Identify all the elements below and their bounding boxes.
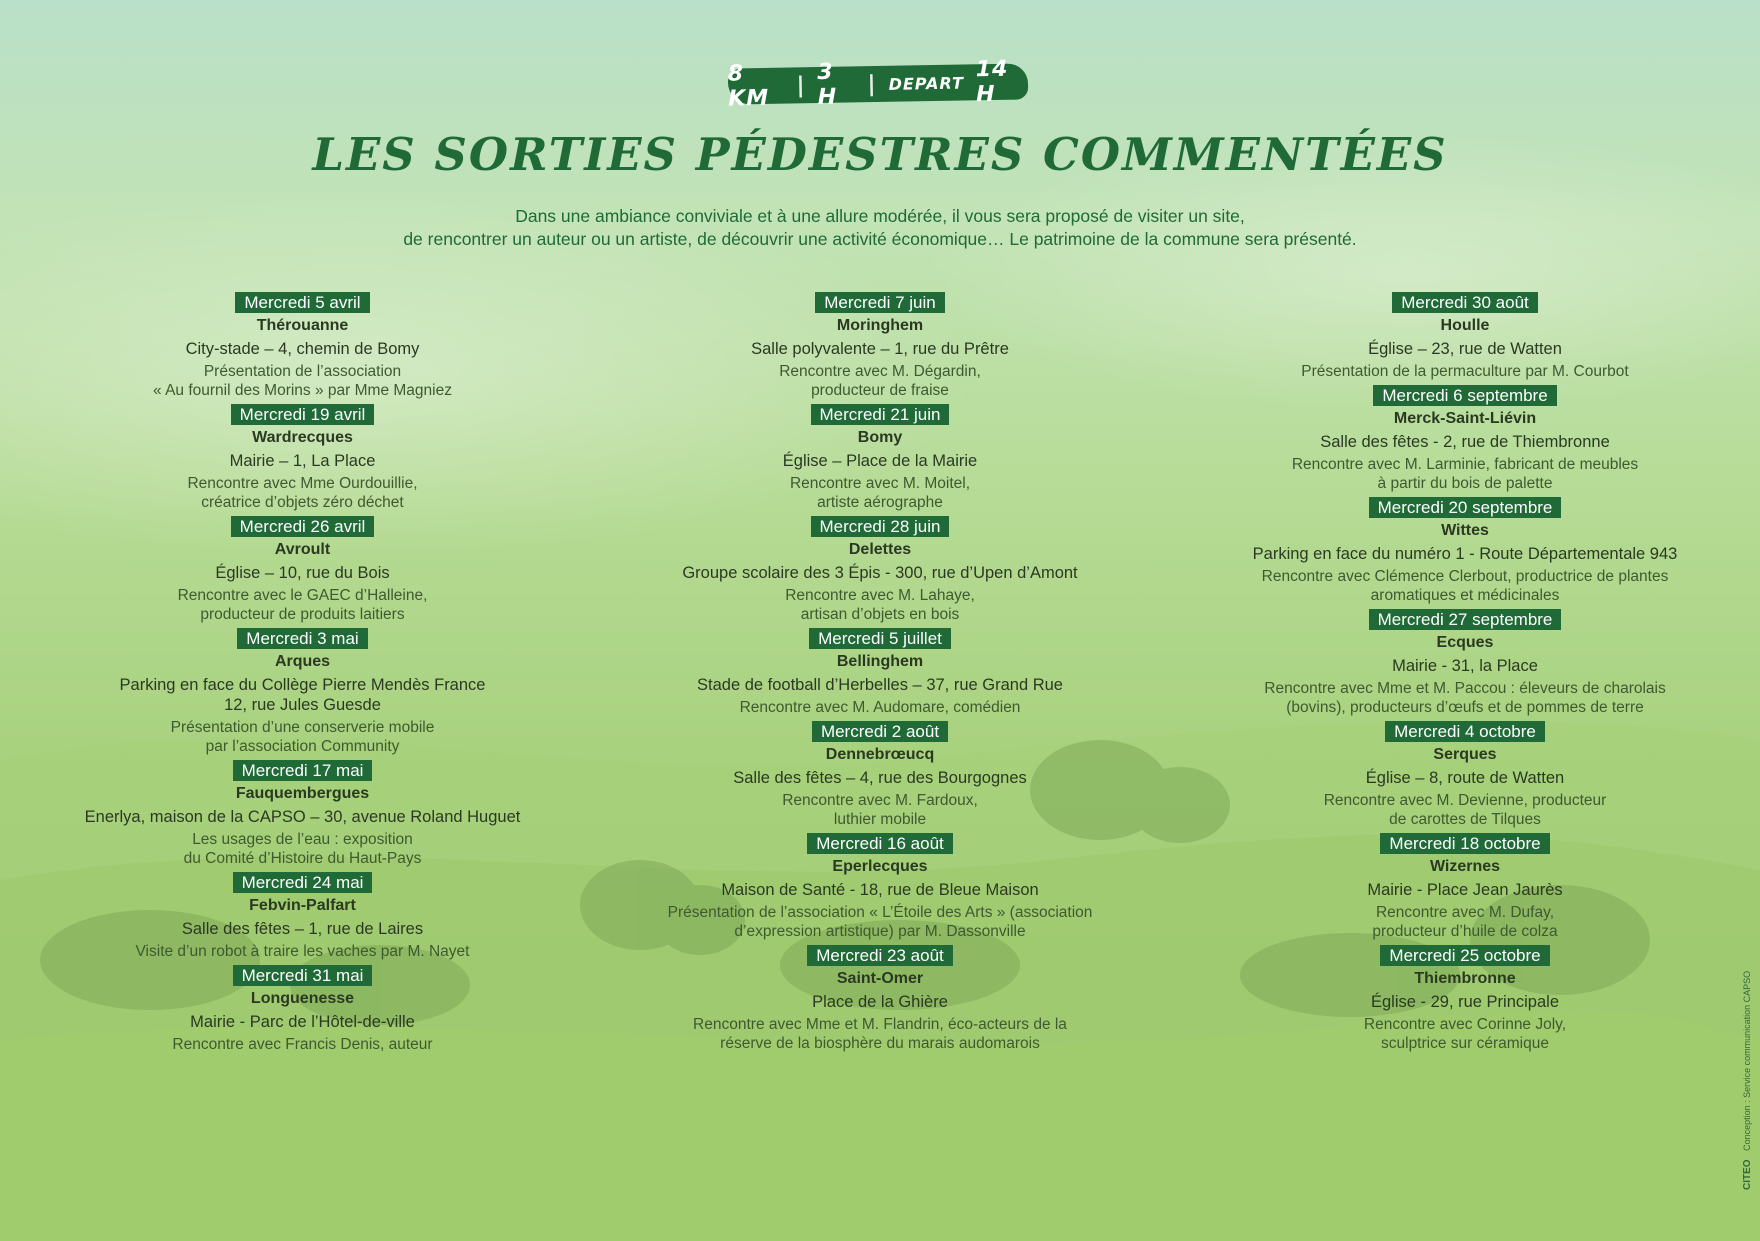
event-town: Bomy: [857, 429, 903, 446]
event-address: Mairie - Place Jean Jaurès: [1367, 881, 1563, 899]
event-address: Parking en face du numéro 1 - Route Départementale 943: [1252, 545, 1678, 563]
event-date: Mercredi 6 septembre: [1373, 385, 1556, 406]
separator: |: [867, 71, 877, 97]
event-date: Mercredi 18 octobre: [1380, 833, 1549, 854]
event-description: Rencontre avec Mme et M. Flandrin, éco-acteurs de la réserve de la biosphère du marais audomarois: [693, 1016, 1067, 1052]
schedule-column-left: [40, 292, 565, 1058]
event-item: [1205, 945, 1725, 1053]
event-item: [1205, 292, 1725, 381]
event-town: Wardrecques: [252, 429, 353, 446]
event-address: Groupe scolaire des 3 Épis - 300, rue d’Upen d’Amont: [682, 564, 1078, 582]
event-address: Église – 23, rue de Watten: [1368, 340, 1562, 358]
event-item: [1205, 833, 1725, 941]
event-date: Mercredi 28 juin: [811, 516, 950, 537]
event-date: Mercredi 16 août: [807, 833, 953, 854]
event-description: Rencontre avec M. Dufay, producteur d’huile de colza: [1372, 904, 1558, 940]
event-date: Mercredi 24 mai: [233, 872, 373, 893]
event-date: Mercredi 4 octobre: [1385, 721, 1545, 742]
event-town: Moringhem: [836, 317, 924, 334]
event-address: Enerlya, maison de la CAPSO – 30, avenue Roland Huguet: [84, 808, 521, 826]
event-description: Présentation de l’association « Au fournil des Morins » par Mme Magniez: [153, 363, 452, 399]
event-description: Rencontre avec M. Moitel, artiste aérographe: [789, 475, 971, 511]
event-town: Thérouanne: [256, 317, 349, 334]
event-item: [630, 404, 1130, 512]
separator: |: [796, 72, 806, 98]
event-date: Mercredi 7 juin: [815, 292, 945, 313]
event-date: Mercredi 21 juin: [811, 404, 950, 425]
event-item: [40, 760, 565, 868]
event-item: [630, 721, 1130, 829]
event-town: Ecques: [1436, 634, 1494, 651]
event-description: Visite d’un robot à traire les vaches par M. Nayet: [135, 943, 470, 960]
event-address: Mairie - Parc de l’Hôtel-de-ville: [190, 1013, 415, 1031]
event-item: [1205, 497, 1725, 605]
event-description: Rencontre avec M. Audomare, comédien: [739, 699, 1021, 716]
event-address: Église – 8, route de Watten: [1365, 769, 1565, 787]
event-town: Houlle: [1440, 317, 1490, 334]
event-description: Rencontre avec Clémence Clerbout, productrice de plantes aromatiques et médicinales: [1261, 568, 1669, 604]
credit-text: Conception : Service communication CAPSO: [1742, 970, 1752, 1151]
event-address: Mairie - 31, la Place: [1392, 657, 1538, 675]
event-description: Rencontre avec Corinne Joly, sculptrice sur céramique: [1363, 1016, 1567, 1052]
event-address: Salle des fêtes - 2, rue de Thiembronne: [1320, 433, 1610, 451]
event-town: Avroult: [274, 541, 331, 558]
event-town: Longuenesse: [250, 990, 355, 1007]
event-town: Serques: [1433, 746, 1497, 763]
event-item: [40, 292, 565, 400]
info-badge: [727, 56, 1029, 112]
event-description: Les usages de l’eau : exposition du Comité d’Histoire du Haut-Pays: [183, 831, 422, 867]
event-town: Merck-Saint-Liévin: [1393, 410, 1537, 427]
intro-text: [0, 205, 1760, 251]
design-credit: [1742, 971, 1753, 1190]
distance-label: 8 KM: [727, 61, 770, 112]
event-description: Rencontre avec Mme et M. Paccou : éleveurs de charolais (bovins), producteurs d’œufs et de pommes de terre: [1264, 680, 1666, 716]
event-town: Saint-Omer: [836, 970, 924, 987]
event-town: Wittes: [1441, 522, 1489, 539]
event-town: Febvin-Palfart: [249, 897, 356, 914]
duration-label: 3 H: [817, 59, 838, 111]
event-item: [40, 404, 565, 512]
event-town: Fauquembergues: [235, 785, 370, 802]
event-description: Rencontre avec Mme Ourdouillie, créatrice d’objets zéro déchet: [187, 475, 418, 511]
event-item: [1205, 609, 1725, 717]
intro-line: Dans une ambiance conviviale et à une allure modérée, il vous sera proposé de visiter un site,: [515, 206, 1245, 226]
event-description: Présentation de l’association « L’Étoile des Arts » (association d’expression artistique) par M. Dassonville: [667, 904, 1093, 940]
agency-logo: CITEO: [1742, 1159, 1753, 1190]
page-title: LES SORTIES PÉDESTRES COMMENTÉES: [312, 128, 1448, 181]
event-town: Delettes: [848, 541, 912, 558]
event-address: Stade de football d’Herbelles – 37, rue Grand Rue: [697, 676, 1063, 694]
event-item: [1205, 721, 1725, 829]
event-address: Salle polyvalente – 1, rue du Prêtre: [751, 340, 1009, 358]
event-town: Arques: [274, 653, 331, 670]
event-address: Église - 29, rue Principale: [1370, 993, 1559, 1011]
intro-line: de rencontrer un auteur ou un artiste, de découvrir une activité économique… Le patrimoine de la commune sera présenté.: [403, 229, 1357, 249]
event-description: Présentation d’une conserverie mobile par l’association Community: [170, 719, 435, 755]
event-date: Mercredi 27 septembre: [1369, 609, 1562, 630]
event-item: [630, 945, 1130, 1053]
event-address: City-stade – 4, chemin de Bomy: [185, 340, 420, 358]
schedule-column-middle: [630, 292, 1130, 1057]
depart-label: DEPART: [888, 73, 965, 94]
event-description: Présentation de la permaculture par M. Courbot: [1301, 363, 1629, 380]
event-description: Rencontre avec M. Devienne, producteur de carottes de Tilques: [1323, 792, 1607, 828]
event-town: Thiembronne: [1414, 970, 1516, 987]
depart-time: 14 H: [975, 56, 1009, 108]
event-date: Mercredi 23 août: [807, 945, 953, 966]
event-description: Rencontre avec le GAEC d’Halleine, producteur de produits laitiers: [177, 587, 428, 623]
event-item: [630, 516, 1130, 624]
event-description: Rencontre avec M. Larminie, fabricant de meubles à partir du bois de palette: [1291, 456, 1639, 492]
event-date: Mercredi 3 mai: [237, 628, 367, 649]
event-date: Mercredi 25 octobre: [1380, 945, 1549, 966]
event-address: Mairie – 1, La Place: [229, 452, 376, 470]
event-item: [1205, 385, 1725, 493]
event-town: Wizernes: [1429, 858, 1501, 875]
event-town: Bellinghem: [836, 653, 924, 670]
event-date: Mercredi 26 avril: [231, 516, 375, 537]
event-town: Dennebrœucq: [825, 746, 935, 763]
event-address: Salle des fêtes – 1, rue de Laires: [181, 920, 424, 938]
event-address: Église – 10, rue du Bois: [215, 564, 390, 582]
event-address: Salle des fêtes – 4, rue des Bourgognes: [733, 769, 1027, 787]
event-item: [40, 628, 565, 756]
event-item: [40, 872, 565, 961]
event-description: Rencontre avec Francis Denis, auteur: [172, 1036, 433, 1053]
event-date: Mercredi 17 mai: [233, 760, 373, 781]
event-address: Église – Place de la Mairie: [782, 452, 978, 470]
event-date: Mercredi 5 juillet: [809, 628, 951, 649]
event-town: Eperlecques: [832, 858, 928, 875]
event-date: Mercredi 31 mai: [233, 965, 373, 986]
event-item: [40, 965, 565, 1054]
event-description: Rencontre avec M. Dégardin, producteur de fraise: [779, 363, 981, 399]
event-address: Maison de Santé - 18, rue de Bleue Maison: [721, 881, 1039, 899]
event-address: Parking en face du Collège Pierre Mendès France 12, rue Jules Guesde: [119, 676, 486, 714]
event-date: Mercredi 20 septembre: [1369, 497, 1562, 518]
schedule-column-right: [1205, 292, 1725, 1057]
event-item: [630, 292, 1130, 400]
event-date: Mercredi 5 avril: [235, 292, 369, 313]
event-date: Mercredi 19 avril: [231, 404, 375, 425]
event-date: Mercredi 30 août: [1392, 292, 1538, 313]
event-item: [40, 516, 565, 624]
event-description: Rencontre avec M. Lahaye, artisan d’objets en bois: [785, 587, 975, 623]
event-item: [630, 628, 1130, 717]
event-date: Mercredi 2 août: [812, 721, 948, 742]
event-item: [630, 833, 1130, 941]
event-description: Rencontre avec M. Fardoux, luthier mobile: [782, 792, 978, 828]
event-address: Place de la Ghière: [812, 993, 948, 1011]
